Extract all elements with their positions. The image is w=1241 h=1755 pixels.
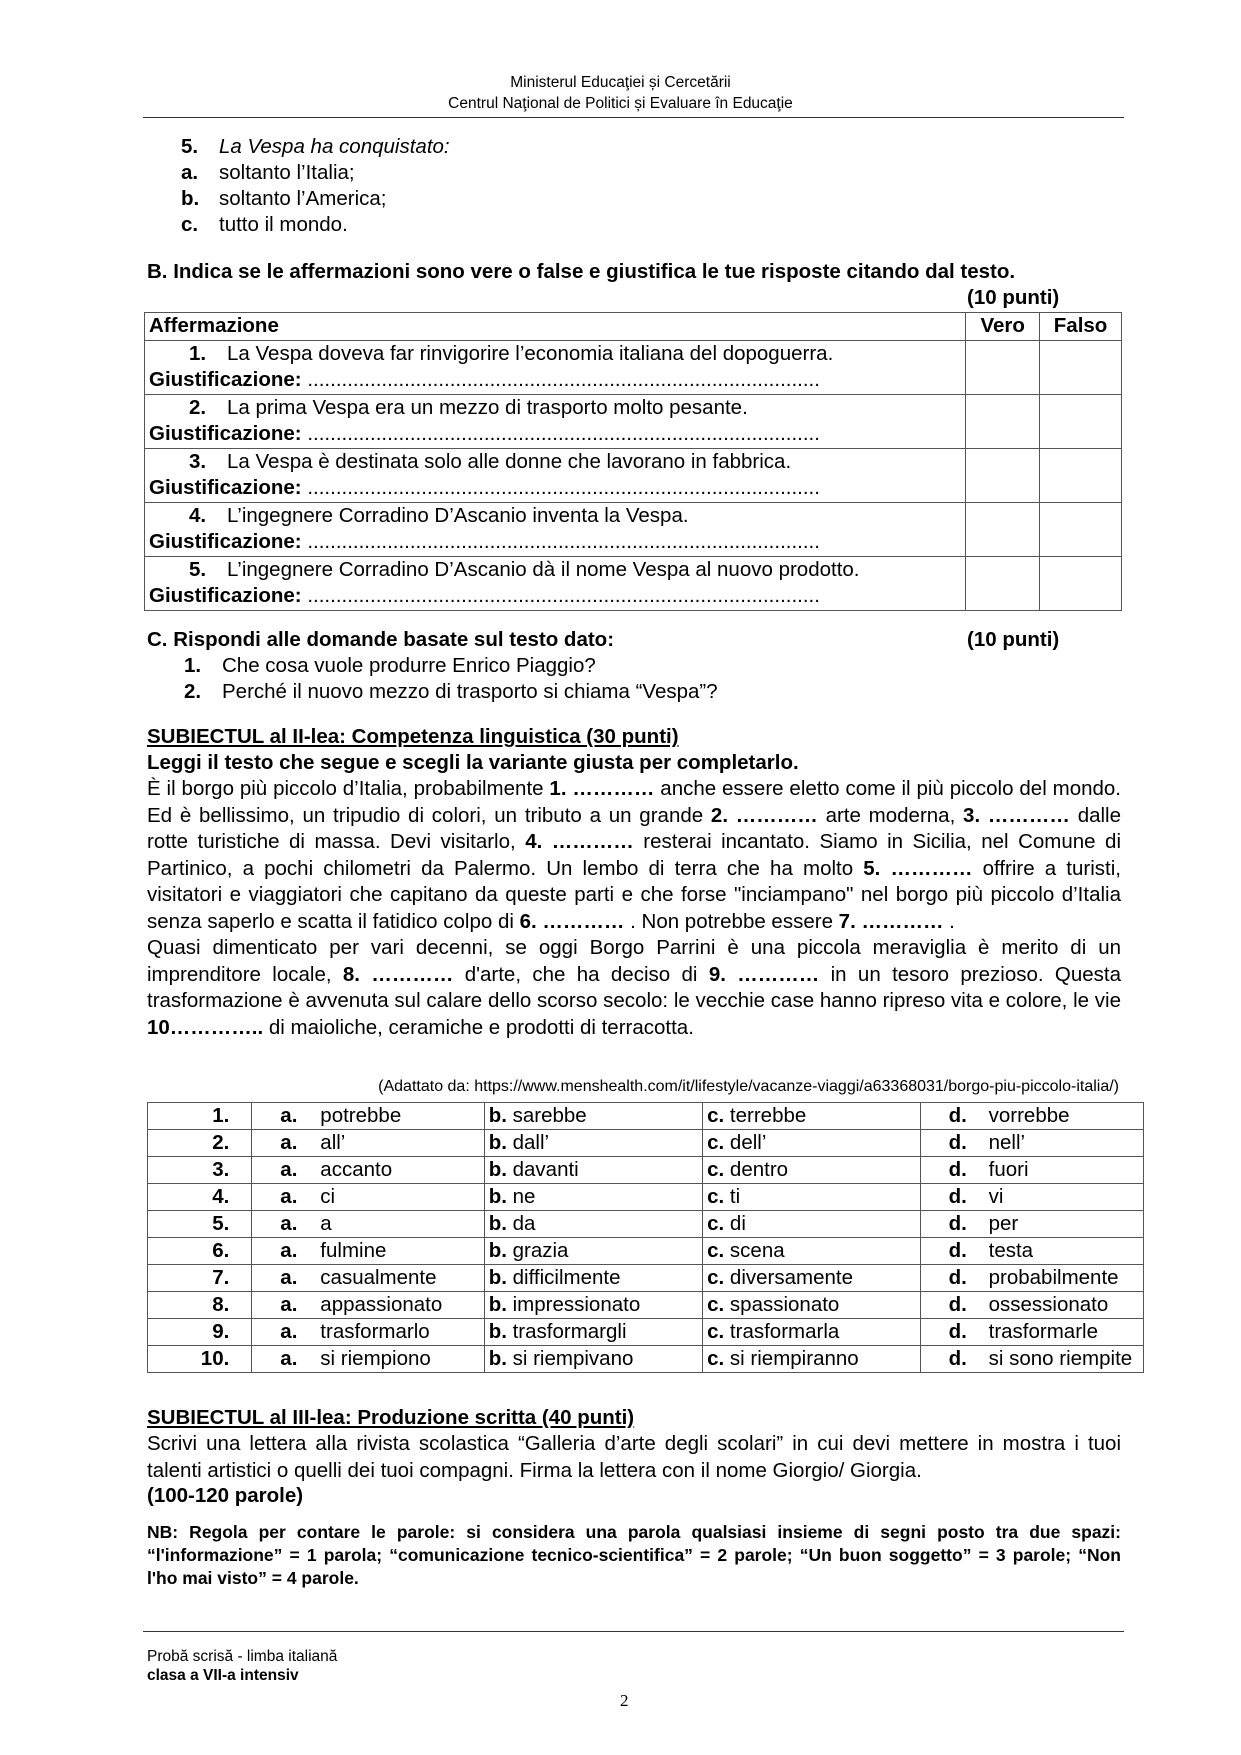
option-letter: c. — [707, 1131, 725, 1154]
word-count-note: NB: Regola per contare le parole: si considera una parola qualsiasi insieme di segni posto tra due spazi: “l'informazione” = 1 parola; “comunicazione tecnico-scientifica” = 2 parole; “Un buon soggetto” = 3 parole; “Non l'ho mai visto” = 4 parole. — [147, 1522, 1121, 1588]
statement-1 — [149, 341, 961, 368]
true-false-table — [144, 312, 1122, 611]
option-c[interactable] — [703, 1157, 921, 1184]
option-b[interactable] — [484, 1319, 702, 1346]
table-row — [148, 1157, 1144, 1184]
item-number: 10. — [148, 1346, 252, 1373]
option-b[interactable] — [484, 1130, 702, 1157]
table-row — [145, 448, 1122, 502]
table-row — [145, 556, 1122, 610]
option-a[interactable] — [252, 1292, 484, 1319]
option-letter: d. — [948, 1239, 967, 1262]
subject-2-title: SUBIECTUL al II-lea: Competenza linguistica (30 punti) — [147, 725, 679, 748]
table-row — [148, 1103, 1144, 1130]
vero-cell-2[interactable] — [966, 394, 1040, 448]
option-letter: a. — [280, 1266, 298, 1289]
option-letter: d. — [948, 1104, 967, 1127]
option-letter: b. — [488, 1131, 507, 1154]
option-text: ne — [512, 1185, 536, 1208]
option-letter: b. — [488, 1212, 507, 1235]
option-letter: a. — [280, 1293, 298, 1316]
justification-2[interactable] — [149, 421, 961, 448]
option-a[interactable] — [252, 1157, 484, 1184]
table-row — [145, 502, 1122, 556]
option-letter: b. — [488, 1347, 507, 1370]
option-d[interactable] — [920, 1346, 1143, 1373]
falso-cell-3[interactable] — [1040, 448, 1122, 502]
header-affermazione: Affermazione — [145, 313, 966, 341]
option-letter: b. — [488, 1185, 507, 1208]
statement-5 — [149, 557, 961, 584]
option-c[interactable] — [703, 1130, 921, 1157]
option-a[interactable] — [252, 1346, 484, 1373]
vero-cell-5[interactable] — [966, 556, 1040, 610]
justification-label: Giustificazione: — [149, 422, 302, 445]
section-b-points: (10 punti) — [967, 286, 1060, 309]
option-text: da — [512, 1212, 536, 1235]
option-letter: b. — [181, 187, 200, 210]
option-d[interactable] — [920, 1130, 1143, 1157]
statement-number: 2. — [189, 395, 207, 419]
option-a[interactable] — [252, 1265, 484, 1292]
option-text: terrebbe — [729, 1104, 807, 1127]
option-letter: d. — [948, 1266, 967, 1289]
justification-label: Giustificazione: — [149, 476, 302, 499]
table-row — [148, 1238, 1144, 1265]
option-d[interactable] — [920, 1292, 1143, 1319]
option-letter: a. — [280, 1104, 298, 1127]
option-text: difficilmente — [512, 1266, 621, 1289]
option-text: si sono riempite — [988, 1347, 1133, 1370]
option-c[interactable] — [703, 1292, 921, 1319]
option-text: testa — [988, 1239, 1034, 1262]
option-letter: c. — [707, 1239, 725, 1262]
justification-3[interactable] — [149, 475, 961, 502]
statement-text: La Vespa doveva far rinvigorire l’economia italiana del dopoguerra. — [227, 341, 834, 365]
option-text: vorrebbe — [988, 1104, 1070, 1127]
question-text: Che cosa vuole produrre Enrico Piaggio? — [222, 654, 596, 677]
option-d[interactable] — [920, 1184, 1143, 1211]
item-number: 5. — [148, 1211, 252, 1238]
option-text: diversamente — [729, 1266, 853, 1289]
header-ministry: Ministerul Educaţiei și Cercetării — [510, 74, 731, 91]
option-text: si riempiranno — [729, 1347, 859, 1370]
option-letter: c. — [181, 213, 199, 236]
option-letter: c. — [707, 1347, 725, 1370]
table-row — [148, 1184, 1144, 1211]
option-text: dell’ — [729, 1131, 767, 1154]
option-letter: c. — [707, 1266, 725, 1289]
justification-label: Giustificazione: — [149, 368, 302, 391]
option-text: trasformargli — [512, 1320, 627, 1343]
statement-number: 4. — [189, 503, 207, 527]
option-a[interactable] — [252, 1103, 484, 1130]
gap-10: 10………….. — [147, 1015, 264, 1039]
option-text: a — [320, 1212, 332, 1235]
statement-text: L’ingegnere Corradino D’Ascanio inventa la Vespa. — [227, 503, 689, 527]
option-a[interactable] — [252, 1238, 484, 1265]
option-letter: c. — [707, 1185, 725, 1208]
option-letter: c. — [707, 1320, 725, 1343]
option-letter: d. — [948, 1347, 967, 1370]
item-number: 6. — [148, 1238, 252, 1265]
table-header-row — [145, 313, 1122, 341]
option-text: casualmente — [320, 1266, 437, 1289]
option-text: per — [988, 1212, 1019, 1235]
page-number: 2 — [620, 1691, 629, 1710]
falso-cell-2[interactable] — [1040, 394, 1122, 448]
vero-cell-3[interactable] — [966, 448, 1040, 502]
option-c — [181, 212, 348, 239]
question-number: 1. — [184, 654, 202, 677]
option-text: trasformarle — [988, 1320, 1098, 1343]
option-a[interactable] — [252, 1184, 484, 1211]
option-letter: b. — [488, 1158, 507, 1181]
justification-4[interactable] — [149, 529, 961, 556]
statement-number: 3. — [189, 449, 207, 473]
header-center: Centrul Naţional de Politici și Evaluare în Educaţie — [448, 95, 793, 112]
item-number: 8. — [148, 1292, 252, 1319]
option-d[interactable] — [920, 1211, 1143, 1238]
option-text: appassionato — [320, 1293, 443, 1316]
option-c[interactable] — [703, 1184, 921, 1211]
option-b[interactable] — [484, 1292, 702, 1319]
option-letter: a. — [280, 1158, 298, 1181]
option-c[interactable] — [703, 1265, 921, 1292]
cloze-text — [147, 776, 1121, 1041]
option-text: dentro — [729, 1158, 789, 1181]
option-text: nell’ — [988, 1131, 1026, 1154]
option-letter: c. — [707, 1104, 725, 1127]
option-b[interactable] — [484, 1157, 702, 1184]
statement-4 — [149, 503, 961, 530]
option-text: vi — [988, 1185, 1004, 1208]
option-b[interactable] — [484, 1265, 702, 1292]
option-letter: d. — [948, 1293, 967, 1316]
option-letter: d. — [948, 1212, 967, 1235]
gap-4: 4. ………… — [525, 830, 634, 853]
option-text: ti — [729, 1185, 741, 1208]
option-text: ossessionato — [988, 1293, 1109, 1316]
table-row — [148, 1319, 1144, 1346]
option-a[interactable] — [252, 1319, 484, 1346]
gap-5: 5. ………… — [863, 856, 973, 880]
option-text: di — [729, 1212, 746, 1235]
cloze-paragraph-1: È il borgo più piccolo d’Italia, probabilmente 1. ………… anche essere eletto come il più piccolo del mondo. Ed è bellissimo, un tripudio di colori, un tributo a un grande 2. ………… arte moderna, 3. ………… dalle rotte turistiche di massa. Devi visitarlo, 4. ………… resterai incantato. Siamo in Sicilia, nel Comune di Partinico, a pochi chilometri da Palermo. Un lembo di terra che ha molto 5. ………… offrire a turisti, visitatori e viaggiatori che capitano da queste parti e che forse "inciampano" nel borgo più piccolo d’Italia senza saperlo e scatta il fatidico colpo di 6. ………… . Non potrebbe essere 7. ………… . — [147, 777, 1122, 933]
falso-cell-5[interactable] — [1040, 556, 1122, 610]
option-b[interactable] — [484, 1184, 702, 1211]
option-text: impressionato — [512, 1293, 641, 1316]
option-d[interactable] — [920, 1265, 1143, 1292]
gap-2: 2. ………… — [710, 803, 818, 827]
section-b-title: B. Indica se le affermazioni sono vere o false e giustifica le tue risposte citando dal testo. — [147, 260, 1016, 283]
option-b[interactable] — [484, 1346, 702, 1373]
option-d[interactable] — [920, 1238, 1143, 1265]
option-b[interactable] — [484, 1211, 702, 1238]
table-row — [148, 1130, 1144, 1157]
table-row — [145, 394, 1122, 448]
option-c[interactable] — [703, 1319, 921, 1346]
statement-2 — [149, 395, 961, 422]
option-letter: b. — [488, 1239, 507, 1262]
option-letter: c. — [707, 1212, 725, 1235]
option-a[interactable] — [252, 1211, 484, 1238]
gap-8: 8. ………… — [342, 962, 454, 986]
option-c[interactable] — [703, 1103, 921, 1130]
option-text: trasformarlo — [320, 1320, 430, 1343]
option-b[interactable] — [484, 1238, 702, 1265]
justification-label: Giustificazione: — [149, 530, 302, 553]
justification-1[interactable] — [149, 367, 961, 394]
option-letter: a. — [280, 1239, 298, 1262]
table-row — [145, 340, 1122, 394]
footer-divider — [143, 1631, 1124, 1632]
option-letter: b. — [488, 1293, 507, 1316]
statement-number: 5. — [189, 557, 207, 581]
section-c-question-2 — [184, 679, 718, 706]
subject-2-instruction: Leggi il testo che segue e scegli la variante giusta per completarlo. — [147, 751, 799, 774]
footer-exam: Probă scrisă - limba italiană — [147, 1648, 338, 1665]
subject-3-title: SUBIECTUL al III-lea: Produzione scritta (40 punti) — [147, 1406, 635, 1429]
question-number: 5. — [181, 135, 199, 158]
option-letter: b. — [488, 1266, 507, 1289]
option-text: si riempivano — [512, 1347, 634, 1370]
option-letter: d. — [948, 1158, 967, 1181]
statement-text: L’ingegnere Corradino D’Ascanio dà il nome Vespa al nuovo prodotto. — [227, 557, 860, 581]
option-text: potrebbe — [320, 1104, 402, 1127]
justification-dots: .......................................................................................... — [307, 584, 820, 607]
option-letter: a. — [280, 1185, 298, 1208]
options-table — [147, 1102, 1144, 1373]
justification-5[interactable] — [149, 583, 961, 610]
option-text: sarebbe — [512, 1104, 587, 1127]
section-c-title: C. Rispondi alle domande basate sul testo dato: — [147, 628, 615, 651]
option-letter: a. — [280, 1347, 298, 1370]
option-text: spassionato — [729, 1293, 840, 1316]
question-text: Perché il nuovo mezzo di trasporto si chiama “Vespa”? — [222, 680, 718, 703]
item-number: 4. — [148, 1184, 252, 1211]
justification-dots: .......................................................................................... — [307, 422, 820, 445]
option-letter: c. — [707, 1293, 725, 1316]
option-text: scena — [729, 1239, 785, 1262]
question-prompt: La Vespa ha conquistato: — [219, 135, 450, 158]
item-number: 2. — [148, 1130, 252, 1157]
option-text: fulmine — [320, 1239, 387, 1262]
gap-7: 7. ………… — [838, 909, 944, 933]
subject-3-task: Scrivi una lettera alla rivista scolastica “Galleria d’arte degli scolari” in cui devi mettere in mostra i tuoi talenti artistici o quelli dei tuoi compagni. Firma la lettera con il nome Giorgio/ Giorgia. — [147, 1432, 1121, 1482]
justification-dots: .......................................................................................... — [307, 476, 820, 499]
option-text: fuori — [988, 1158, 1029, 1181]
justification-dots: .......................................................................................... — [307, 368, 820, 391]
item-number: 1. — [148, 1103, 252, 1130]
option-letter: b. — [488, 1104, 507, 1127]
statement-text: La Vespa è destinata solo alle donne che lavorano in fabbrica. — [227, 449, 792, 473]
table-row — [148, 1265, 1144, 1292]
option-text: soltanto l’Italia; — [219, 161, 355, 184]
justification-dots: .......................................................................................... — [307, 530, 820, 553]
justification-label: Giustificazione: — [149, 584, 302, 607]
option-letter: a. — [280, 1212, 298, 1235]
gap-1: 1. ………… — [549, 777, 655, 800]
option-d[interactable] — [920, 1319, 1143, 1346]
option-d[interactable] — [920, 1157, 1143, 1184]
option-text: tutto il mondo. — [219, 213, 348, 236]
option-text: dall’ — [512, 1131, 550, 1154]
statement-text: La prima Vespa era un mezzo di trasporto molto pesante. — [227, 395, 748, 419]
option-text: grazia — [512, 1239, 569, 1262]
header-falso: Falso — [1040, 313, 1122, 341]
option-letter: d. — [948, 1320, 967, 1343]
option-text: soltanto l’America; — [219, 187, 387, 210]
table-row — [148, 1292, 1144, 1319]
footer-class: clasa a VII-a intensiv — [147, 1667, 299, 1684]
option-text: accanto — [320, 1158, 393, 1181]
option-text: all’ — [320, 1131, 346, 1154]
question-5 — [181, 134, 450, 161]
option-a[interactable] — [252, 1130, 484, 1157]
vero-cell-4[interactable] — [966, 502, 1040, 556]
header-divider — [143, 117, 1124, 118]
gap-3: 3. ………… — [963, 803, 1070, 827]
option-text: davanti — [512, 1158, 579, 1181]
vero-cell-1[interactable] — [966, 340, 1040, 394]
option-b[interactable] — [484, 1103, 702, 1130]
option-letter: d. — [948, 1131, 967, 1154]
option-text: si riempiono — [320, 1347, 431, 1370]
option-letter: b. — [488, 1320, 507, 1343]
option-a — [181, 160, 355, 187]
table-row — [148, 1346, 1144, 1373]
option-letter: d. — [948, 1185, 967, 1208]
option-c[interactable] — [703, 1211, 921, 1238]
section-c-points: (10 punti) — [967, 628, 1060, 651]
option-letter: a. — [280, 1131, 298, 1154]
option-d[interactable] — [920, 1103, 1143, 1130]
item-number: 7. — [148, 1265, 252, 1292]
falso-cell-1[interactable] — [1040, 340, 1122, 394]
gap-6: 6. ………… — [519, 909, 625, 933]
option-text: ci — [320, 1185, 336, 1208]
cloze-paragraph-2: Quasi dimenticato per vari decenni, se oggi Borgo Parrini è una piccola meraviglia è merito di un imprenditore locale, 8. ………… d'arte, che ha deciso di 9. ………… in un tesoro prezioso. Questa trasformazione è avvenuta sul calare dello scorso secolo: le vecchie case hanno ripreso vita e colore, le vie 10………….. di maioliche, ceramiche e prodotti di terracotta. — [147, 936, 1122, 1039]
option-letter: a. — [280, 1320, 298, 1343]
option-text: trasformarla — [729, 1320, 840, 1343]
statement-number: 1. — [189, 341, 207, 365]
question-number: 2. — [184, 680, 202, 703]
item-number: 3. — [148, 1157, 252, 1184]
falso-cell-4[interactable] — [1040, 502, 1122, 556]
source-citation: (Adattato da: https://www.menshealth.com/it/lifestyle/vacanze-viaggi/a63368031/borgo-piu-piccolo-italia/) — [378, 1078, 1119, 1095]
item-number: 9. — [148, 1319, 252, 1346]
option-c[interactable] — [703, 1238, 921, 1265]
option-b — [181, 186, 386, 213]
section-c-question-1 — [184, 653, 596, 680]
table-row — [148, 1211, 1144, 1238]
word-limit: (100-120 parole) — [147, 1484, 304, 1507]
gap-9: 9. ………… — [708, 962, 820, 986]
statement-3 — [149, 449, 961, 476]
header-vero: Vero — [966, 313, 1040, 341]
option-letter: a. — [181, 161, 199, 184]
option-text: probabilmente — [988, 1266, 1119, 1289]
option-c[interactable] — [703, 1346, 921, 1373]
option-letter: c. — [707, 1158, 725, 1181]
